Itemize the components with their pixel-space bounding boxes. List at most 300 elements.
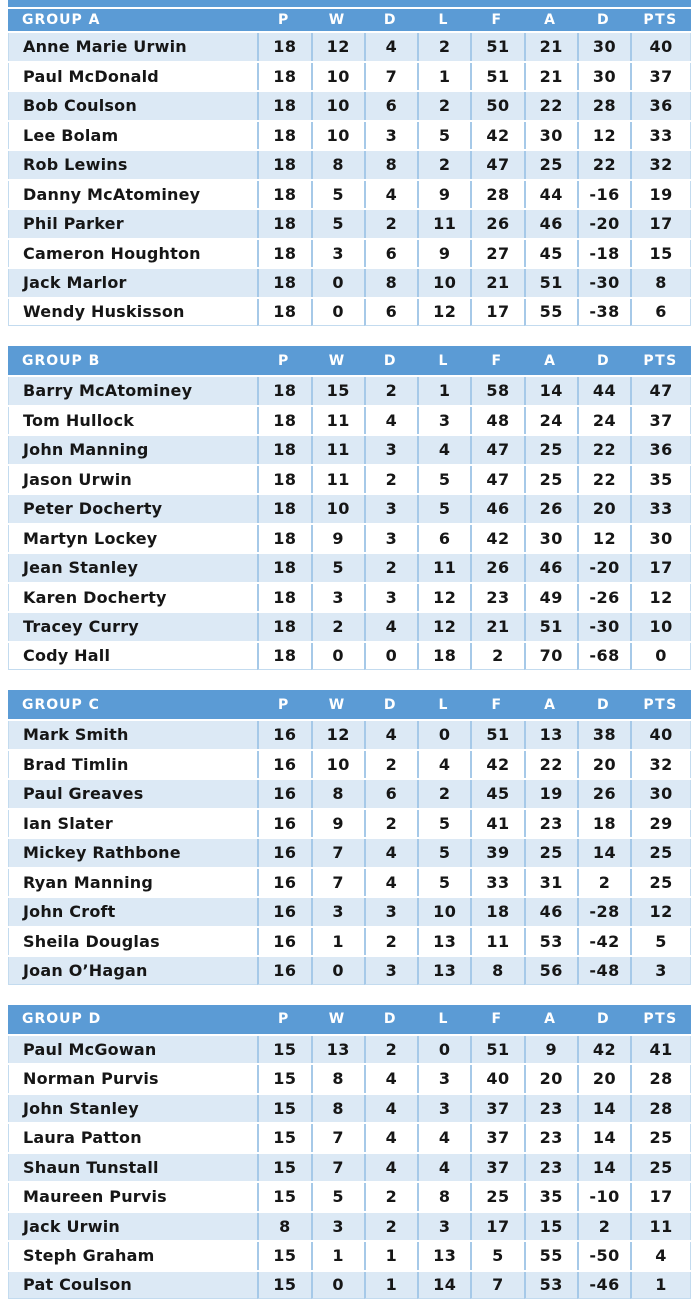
- column-header-against: A: [524, 1005, 577, 1034]
- stat-against: 21: [524, 33, 577, 61]
- table-group-a: [8, 7, 691, 328]
- player-name: Steph Graham: [8, 1242, 257, 1270]
- stat-diff: 14: [577, 1154, 630, 1182]
- stat-diff: 14: [577, 1124, 630, 1152]
- stat-diff: -18: [577, 240, 630, 268]
- stat-for: 40: [470, 1065, 523, 1093]
- player-name: Jason Urwin: [8, 466, 257, 494]
- stat-against: 22: [524, 92, 577, 120]
- player-name: Joan O’Hagan: [8, 957, 257, 985]
- stat-played: 15: [257, 1183, 310, 1211]
- stat-drawn: 6: [364, 780, 417, 808]
- stat-points: 28: [630, 1095, 691, 1123]
- stat-points: 30: [630, 525, 691, 553]
- stat-lost: 18: [417, 643, 470, 671]
- stat-points: 3: [630, 957, 691, 985]
- player-name: Peter Docherty: [8, 495, 257, 523]
- table-row: [8, 1095, 691, 1123]
- stat-points: 32: [630, 751, 691, 779]
- stat-for: 5: [470, 1242, 523, 1270]
- player-name: Pat Coulson: [8, 1272, 257, 1300]
- stat-played: 18: [257, 584, 310, 612]
- stat-diff: 20: [577, 751, 630, 779]
- stat-diff: -42: [577, 928, 630, 956]
- column-header-played: P: [257, 690, 310, 719]
- stat-played: 18: [257, 63, 310, 91]
- stat-against: 45: [524, 240, 577, 268]
- stat-drawn: 2: [364, 210, 417, 238]
- stat-for: 26: [470, 210, 523, 238]
- stat-won: 1: [311, 928, 364, 956]
- stat-drawn: 1: [364, 1272, 417, 1300]
- stat-points: 25: [630, 1124, 691, 1152]
- stat-points: 5: [630, 928, 691, 956]
- stat-won: 8: [311, 1095, 364, 1123]
- stat-points: 19: [630, 181, 691, 209]
- stat-points: 0: [630, 643, 691, 671]
- stat-against: 20: [524, 1065, 577, 1093]
- stat-for: 58: [470, 377, 523, 405]
- player-name: Jean Stanley: [8, 554, 257, 582]
- stat-diff: 22: [577, 466, 630, 494]
- stat-won: 11: [311, 436, 364, 464]
- stat-won: 0: [311, 957, 364, 985]
- stat-for: 51: [470, 63, 523, 91]
- column-header-lost: L: [417, 690, 470, 719]
- stat-diff: -38: [577, 299, 630, 327]
- stat-lost: 1: [417, 377, 470, 405]
- stat-lost: 0: [417, 1036, 470, 1064]
- player-name: John Croft: [8, 898, 257, 926]
- stat-diff: 22: [577, 436, 630, 464]
- stat-lost: 8: [417, 1183, 470, 1211]
- stat-against: 21: [524, 63, 577, 91]
- stat-drawn: 6: [364, 92, 417, 120]
- stat-for: 48: [470, 407, 523, 435]
- column-header-against: A: [524, 9, 577, 31]
- stat-lost: 14: [417, 1272, 470, 1300]
- stat-won: 10: [311, 495, 364, 523]
- stat-against: 35: [524, 1183, 577, 1211]
- stat-against: 70: [524, 643, 577, 671]
- stat-diff: 26: [577, 780, 630, 808]
- stat-points: 36: [630, 92, 691, 120]
- stat-diff: -10: [577, 1183, 630, 1211]
- player-name: Tracey Curry: [8, 613, 257, 641]
- stat-drawn: 4: [364, 407, 417, 435]
- stat-for: 47: [470, 436, 523, 464]
- table-row: [8, 1036, 691, 1064]
- table-row: [8, 1183, 691, 1211]
- stat-lost: 3: [417, 1213, 470, 1241]
- stat-for: 41: [470, 810, 523, 838]
- stat-won: 9: [311, 810, 364, 838]
- stat-played: 16: [257, 839, 310, 867]
- stat-points: 17: [630, 210, 691, 238]
- table-row: [8, 613, 691, 641]
- player-name: Cody Hall: [8, 643, 257, 671]
- stat-drawn: 3: [364, 495, 417, 523]
- stat-diff: -48: [577, 957, 630, 985]
- table-row: [8, 92, 691, 120]
- stat-against: 49: [524, 584, 577, 612]
- stat-drawn: 8: [364, 151, 417, 179]
- group-title: GROUP A: [8, 9, 257, 31]
- table-row: [8, 181, 691, 209]
- table-row: [8, 554, 691, 582]
- column-header-drawn: D: [364, 690, 417, 719]
- table-group-b: [8, 344, 691, 672]
- player-name: Wendy Huskisson: [8, 299, 257, 327]
- stat-points: 47: [630, 377, 691, 405]
- header-row: [8, 9, 691, 31]
- stat-points: 29: [630, 810, 691, 838]
- stat-won: 5: [311, 181, 364, 209]
- stat-won: 7: [311, 1154, 364, 1182]
- player-name: Jack Urwin: [8, 1213, 257, 1241]
- stat-drawn: 2: [364, 751, 417, 779]
- stat-lost: 4: [417, 751, 470, 779]
- column-header-won: W: [311, 690, 364, 719]
- column-header-points: PTS: [630, 690, 691, 719]
- stat-against: 14: [524, 377, 577, 405]
- player-name: Tom Hullock: [8, 407, 257, 435]
- stat-points: 28: [630, 1065, 691, 1093]
- stat-lost: 12: [417, 584, 470, 612]
- stat-drawn: 4: [364, 1124, 417, 1152]
- stat-won: 1: [311, 1242, 364, 1270]
- stat-diff: -46: [577, 1272, 630, 1300]
- player-name: Laura Patton: [8, 1124, 257, 1152]
- column-header-won: W: [311, 9, 364, 31]
- stat-won: 8: [311, 780, 364, 808]
- stat-points: 11: [630, 1213, 691, 1241]
- stat-won: 8: [311, 1065, 364, 1093]
- stat-won: 10: [311, 751, 364, 779]
- stat-played: 18: [257, 299, 310, 327]
- column-header-for: F: [470, 346, 523, 375]
- stat-lost: 5: [417, 810, 470, 838]
- stat-diff: 30: [577, 63, 630, 91]
- player-name: Paul McDonald: [8, 63, 257, 91]
- player-name: Ryan Manning: [8, 869, 257, 897]
- stat-for: 2: [470, 643, 523, 671]
- stat-won: 3: [311, 240, 364, 268]
- header-row: [8, 690, 691, 719]
- stat-for: 11: [470, 928, 523, 956]
- stat-diff: 38: [577, 721, 630, 749]
- stat-played: 16: [257, 751, 310, 779]
- stat-against: 25: [524, 839, 577, 867]
- stat-drawn: 4: [364, 839, 417, 867]
- table-row: [8, 928, 691, 956]
- stat-against: 25: [524, 436, 577, 464]
- table-row: [8, 780, 691, 808]
- stat-for: 42: [470, 525, 523, 553]
- stat-against: 25: [524, 151, 577, 179]
- stat-points: 25: [630, 869, 691, 897]
- player-name: Phil Parker: [8, 210, 257, 238]
- stat-won: 11: [311, 466, 364, 494]
- stat-played: 15: [257, 1272, 310, 1300]
- player-name: Sheila Douglas: [8, 928, 257, 956]
- stat-won: 5: [311, 554, 364, 582]
- stat-for: 51: [470, 721, 523, 749]
- stat-won: 10: [311, 122, 364, 150]
- stat-drawn: 3: [364, 957, 417, 985]
- column-header-diff: D: [577, 9, 630, 31]
- stat-diff: 42: [577, 1036, 630, 1064]
- stat-lost: 5: [417, 839, 470, 867]
- stat-diff: -68: [577, 643, 630, 671]
- stat-won: 0: [311, 1272, 364, 1300]
- stat-lost: 2: [417, 92, 470, 120]
- player-name: Norman Purvis: [8, 1065, 257, 1093]
- player-name: Brad Timlin: [8, 751, 257, 779]
- table-row: [8, 1272, 691, 1300]
- stat-diff: -20: [577, 554, 630, 582]
- stat-for: 37: [470, 1154, 523, 1182]
- column-header-played: P: [257, 346, 310, 375]
- stat-played: 18: [257, 613, 310, 641]
- table-row: [8, 269, 691, 297]
- stat-points: 33: [630, 122, 691, 150]
- player-name: Barry McAtominey: [8, 377, 257, 405]
- stat-drawn: 3: [364, 525, 417, 553]
- stat-diff: -20: [577, 210, 630, 238]
- stat-for: 8: [470, 957, 523, 985]
- stat-points: 17: [630, 1183, 691, 1211]
- stat-against: 23: [524, 1124, 577, 1152]
- stat-played: 18: [257, 436, 310, 464]
- stat-against: 23: [524, 1095, 577, 1123]
- stat-won: 0: [311, 269, 364, 297]
- stat-points: 40: [630, 721, 691, 749]
- stat-won: 10: [311, 92, 364, 120]
- stat-lost: 13: [417, 928, 470, 956]
- table-row: [8, 1124, 691, 1152]
- stat-played: 16: [257, 898, 310, 926]
- stat-diff: 14: [577, 839, 630, 867]
- stat-for: 39: [470, 839, 523, 867]
- stat-drawn: 2: [364, 554, 417, 582]
- table-row: [8, 63, 691, 91]
- table-row: [8, 721, 691, 749]
- stat-played: 15: [257, 1065, 310, 1093]
- stat-for: 33: [470, 869, 523, 897]
- table-row: [8, 436, 691, 464]
- player-name: Jack Marlor: [8, 269, 257, 297]
- stat-played: 18: [257, 92, 310, 120]
- stat-played: 18: [257, 466, 310, 494]
- stat-points: 10: [630, 613, 691, 641]
- player-name: Lee Bolam: [8, 122, 257, 150]
- stat-played: 18: [257, 122, 310, 150]
- table-row: [8, 898, 691, 926]
- stat-diff: 18: [577, 810, 630, 838]
- table-row: [8, 839, 691, 867]
- stat-against: 44: [524, 181, 577, 209]
- stat-against: 23: [524, 1154, 577, 1182]
- stat-won: 0: [311, 643, 364, 671]
- cropped-table-edge-strip: [8, 0, 691, 7]
- table-row: [8, 240, 691, 268]
- player-name: Rob Lewins: [8, 151, 257, 179]
- stat-diff: 24: [577, 407, 630, 435]
- stat-drawn: 4: [364, 1095, 417, 1123]
- group-title: GROUP C: [8, 690, 257, 719]
- stat-played: 18: [257, 151, 310, 179]
- stat-drawn: 6: [364, 240, 417, 268]
- stat-against: 30: [524, 122, 577, 150]
- table-row: [8, 643, 691, 671]
- stat-drawn: 4: [364, 613, 417, 641]
- stat-for: 46: [470, 495, 523, 523]
- stat-diff: -26: [577, 584, 630, 612]
- header-row: [8, 346, 691, 375]
- stat-against: 51: [524, 613, 577, 641]
- stat-drawn: 7: [364, 63, 417, 91]
- table-row: [8, 377, 691, 405]
- stat-drawn: 2: [364, 1183, 417, 1211]
- stat-drawn: 4: [364, 1065, 417, 1093]
- stat-points: 6: [630, 299, 691, 327]
- stat-against: 26: [524, 495, 577, 523]
- stat-won: 3: [311, 1213, 364, 1241]
- stat-lost: 4: [417, 1124, 470, 1152]
- stat-for: 27: [470, 240, 523, 268]
- player-name: Martyn Lockey: [8, 525, 257, 553]
- stat-for: 50: [470, 92, 523, 120]
- stat-lost: 2: [417, 780, 470, 808]
- stat-lost: 3: [417, 407, 470, 435]
- stat-points: 37: [630, 63, 691, 91]
- stat-for: 47: [470, 151, 523, 179]
- stat-drawn: 4: [364, 721, 417, 749]
- player-name: Cameron Houghton: [8, 240, 257, 268]
- stat-for: 42: [470, 751, 523, 779]
- stat-points: 32: [630, 151, 691, 179]
- stat-for: 26: [470, 554, 523, 582]
- stat-diff: 20: [577, 1065, 630, 1093]
- player-name: Shaun Tunstall: [8, 1154, 257, 1182]
- table-row: [8, 751, 691, 779]
- stat-lost: 5: [417, 466, 470, 494]
- player-name: Anne Marie Urwin: [8, 33, 257, 61]
- stat-against: 22: [524, 751, 577, 779]
- stat-against: 56: [524, 957, 577, 985]
- stat-played: 8: [257, 1213, 310, 1241]
- table-row: [8, 122, 691, 150]
- stat-lost: 10: [417, 269, 470, 297]
- stat-lost: 4: [417, 1154, 470, 1182]
- stat-lost: 9: [417, 240, 470, 268]
- stat-diff: 12: [577, 122, 630, 150]
- stat-for: 18: [470, 898, 523, 926]
- stat-against: 25: [524, 466, 577, 494]
- stat-lost: 5: [417, 495, 470, 523]
- table-row: [8, 957, 691, 985]
- column-header-won: W: [311, 1005, 364, 1034]
- table-row: [8, 299, 691, 327]
- stat-diff: -16: [577, 181, 630, 209]
- stat-points: 37: [630, 407, 691, 435]
- table-row: [8, 525, 691, 553]
- group-title: GROUP B: [8, 346, 257, 375]
- player-name: Bob Coulson: [8, 92, 257, 120]
- stat-points: 8: [630, 269, 691, 297]
- table-row: [8, 1065, 691, 1093]
- stat-points: 30: [630, 780, 691, 808]
- stat-drawn: 4: [364, 1154, 417, 1182]
- stat-for: 7: [470, 1272, 523, 1300]
- stat-drawn: 2: [364, 466, 417, 494]
- stat-played: 16: [257, 928, 310, 956]
- column-header-for: F: [470, 1005, 523, 1034]
- stat-lost: 13: [417, 1242, 470, 1270]
- player-name: Mickey Rathbone: [8, 839, 257, 867]
- stat-played: 18: [257, 377, 310, 405]
- column-header-for: F: [470, 9, 523, 31]
- stat-won: 13: [311, 1036, 364, 1064]
- table-row: [8, 1213, 691, 1241]
- stat-won: 2: [311, 613, 364, 641]
- stat-drawn: 2: [364, 377, 417, 405]
- column-header-points: PTS: [630, 9, 691, 31]
- stat-won: 9: [311, 525, 364, 553]
- stat-drawn: 8: [364, 269, 417, 297]
- table-group-d: [8, 1003, 691, 1302]
- league-tables: [8, 7, 691, 1301]
- stat-played: 18: [257, 33, 310, 61]
- stat-for: 37: [470, 1124, 523, 1152]
- stat-diff: -30: [577, 613, 630, 641]
- stat-points: 33: [630, 495, 691, 523]
- stat-played: 15: [257, 1095, 310, 1123]
- stat-played: 16: [257, 810, 310, 838]
- stat-lost: 6: [417, 525, 470, 553]
- stat-won: 12: [311, 721, 364, 749]
- stat-points: 12: [630, 584, 691, 612]
- stat-won: 5: [311, 1183, 364, 1211]
- stat-against: 30: [524, 525, 577, 553]
- stat-won: 12: [311, 33, 364, 61]
- stat-drawn: 0: [364, 643, 417, 671]
- column-header-lost: L: [417, 1005, 470, 1034]
- stat-for: 45: [470, 780, 523, 808]
- player-name: Paul Greaves: [8, 780, 257, 808]
- stat-won: 0: [311, 299, 364, 327]
- stat-played: 18: [257, 407, 310, 435]
- stat-lost: 5: [417, 869, 470, 897]
- table-row: [8, 151, 691, 179]
- stat-played: 18: [257, 643, 310, 671]
- table-row: [8, 210, 691, 238]
- stat-against: 46: [524, 554, 577, 582]
- stat-drawn: 4: [364, 33, 417, 61]
- player-name: Danny McAtominey: [8, 181, 257, 209]
- stat-lost: 10: [417, 898, 470, 926]
- table-row: [8, 33, 691, 61]
- player-name: John Manning: [8, 436, 257, 464]
- stat-diff: 2: [577, 869, 630, 897]
- stat-diff: -50: [577, 1242, 630, 1270]
- stat-points: 41: [630, 1036, 691, 1064]
- stat-points: 25: [630, 1154, 691, 1182]
- stat-lost: 11: [417, 210, 470, 238]
- stat-played: 18: [257, 210, 310, 238]
- stat-against: 13: [524, 721, 577, 749]
